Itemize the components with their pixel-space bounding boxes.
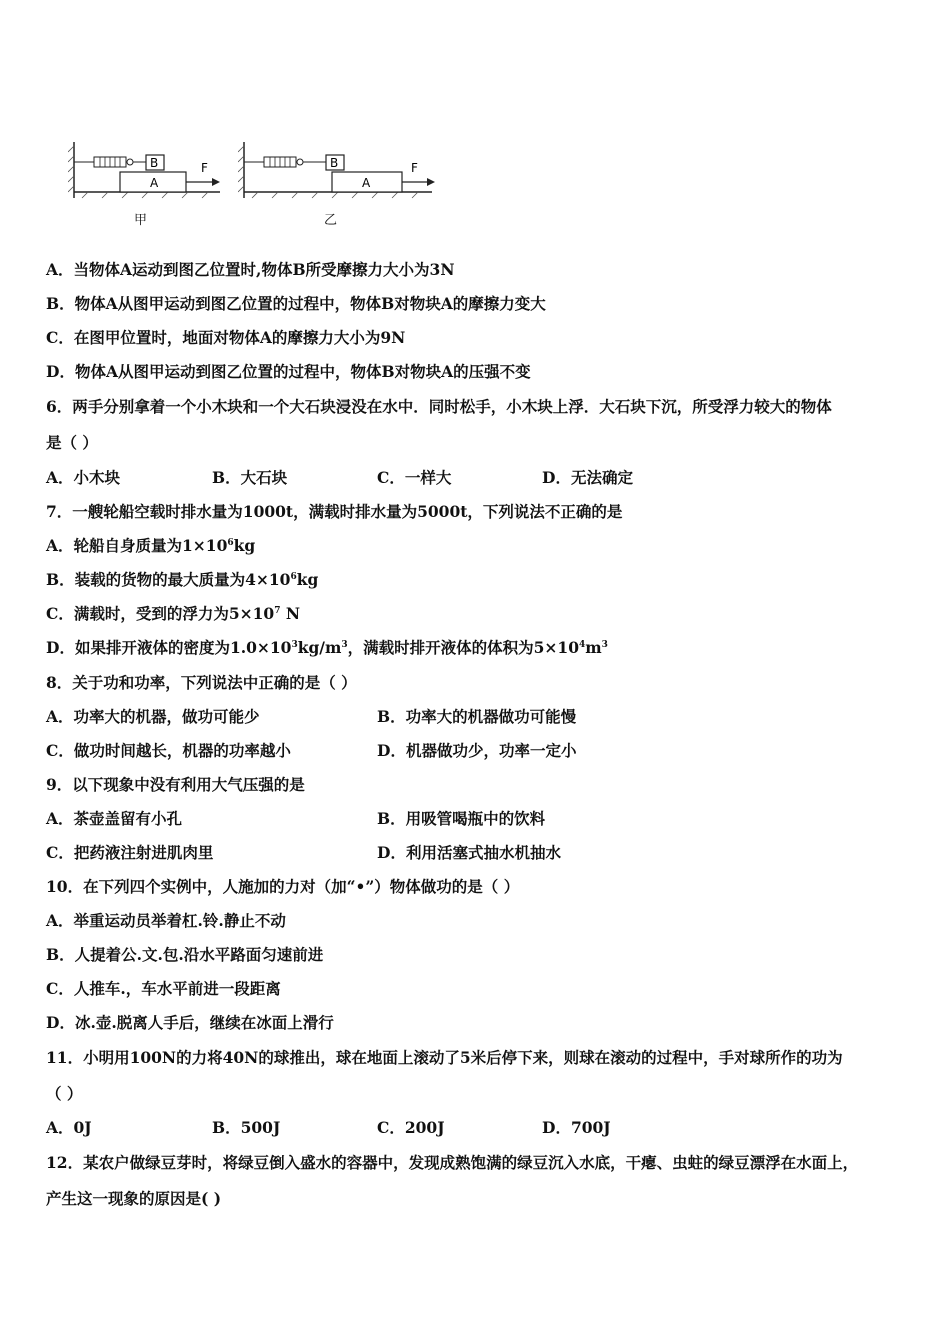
q7-option-d: D．如果排开液体的密度为$1.0\times 10^3kg/m^3$，满载时排开液体的体积为$5\times 10^4m^3$: [46, 638, 608, 657]
block-a-label: A: [150, 176, 159, 190]
q8-stem: 8．关于功和功率，下列说法中正确的是（ ）: [46, 673, 357, 692]
q11-option-c: C．200J: [377, 1118, 445, 1137]
q7-option-b: B．装载的货物的最大质量为$4\times 10^6kg$: [46, 570, 319, 589]
q7-option-c: C．满载时，受到的浮力为$5\times 10^7$ N: [46, 604, 301, 623]
q9-option-b: B．用吸管喝瓶中的饮料: [377, 809, 546, 828]
q6-option-d: D．无法确定: [542, 468, 633, 487]
q6-option-a: A．小木块: [46, 468, 121, 487]
q6-option-b: B．大石块: [212, 468, 288, 487]
q11-option-a: A．0J: [46, 1118, 92, 1137]
q8-option-b: B．功率大的机器做功可能慢: [377, 707, 577, 726]
q9-stem: 9．以下现象中没有利用大气压强的是: [46, 775, 305, 794]
q10-option-b: B．人提着公.文.包.沿水平路面匀速前进: [46, 945, 324, 964]
q6-stem-line1: 6．两手分别拿着一个小木块和一个大石块浸没在水中．同时松手，小木块上浮．大石块下沉，所受浮力较大的物体: [46, 397, 832, 416]
figure-jia: [68, 138, 228, 202]
block-b-label: B: [150, 156, 159, 170]
figure-jia-caption: 甲: [134, 213, 148, 228]
q8-option-c: C．做功时间越长，机器的功率越小: [46, 741, 291, 760]
q5-option-b: B．物体A从图甲运动到图乙位置的过程中，物体B对物块A的摩擦力变大: [46, 294, 546, 313]
q6-option-c: C．一样大: [377, 468, 452, 487]
q10-option-c: C．人推车.，车水平前进一段距离: [46, 979, 281, 998]
q9-option-d: D．利用活塞式抽水机抽水: [377, 843, 561, 862]
figure-yi: [238, 138, 438, 202]
q11-stem-line1: 11．小明用100N的力将40N的球推出，球在地面上滚动了5米后停下来，则球在滚动的过程中，手对球所作的功为: [46, 1048, 843, 1067]
q9-option-c: C．把药液注射进肌肉里: [46, 843, 214, 862]
figure-yi-caption: 乙: [324, 213, 338, 228]
q12-stem-line1: 12．某农户做绿豆芽时，将绿豆倒入盛水的容器中，发现成熟饱满的绿豆沉入水底，干瘪、虫蛀的绿豆漂浮在水面上，: [46, 1153, 859, 1172]
q10-option-d: D．冰.壶.脱离人手后，继续在冰面上滑行: [46, 1013, 334, 1032]
block-a-label: A: [362, 176, 371, 190]
q9-option-a: A．茶壶盖留有小孔: [46, 809, 183, 828]
q10-option-a: A．举重运动员举着杠.铃.静止不动: [46, 911, 286, 930]
q5-option-a: A．当物体A运动到图乙位置时,物体B所受摩擦力大小为3N: [46, 260, 455, 279]
block-b-label: B: [330, 156, 339, 170]
q8-option-a: A．功率大的机器，做功可能少: [46, 707, 260, 726]
q11-stem-line2: （ ）: [46, 1084, 83, 1103]
q5-option-d: D．物体A从图甲运动到图乙位置的过程中，物体B对物块A的压强不变: [46, 362, 531, 381]
q11-option-b: B．500J: [212, 1118, 281, 1137]
q5-option-c: C．在图甲位置时，地面对物体A的摩擦力大小为9N: [46, 328, 406, 347]
force-label: F: [201, 161, 208, 175]
q6-stem-line2: 是（ ）: [46, 433, 98, 452]
q7-option-a: A．轮船自身质量为$1\times 10^6kg$: [46, 536, 256, 555]
q10-stem: 10．在下列四个实例中，人施加的力对（加“•”）物体做功的是（ ）: [46, 877, 520, 896]
q7-stem: 7．一艘轮船空载时排水量为1000t，满载时排水量为5000t，下列说法不正确的是: [46, 502, 623, 521]
force-label: F: [411, 161, 418, 175]
q12-stem-line2: 产生这一现象的原因是( ): [46, 1189, 222, 1208]
q8-option-d: D．机器做功少，功率一定小: [377, 741, 577, 760]
q11-option-d: D．700J: [542, 1118, 611, 1137]
